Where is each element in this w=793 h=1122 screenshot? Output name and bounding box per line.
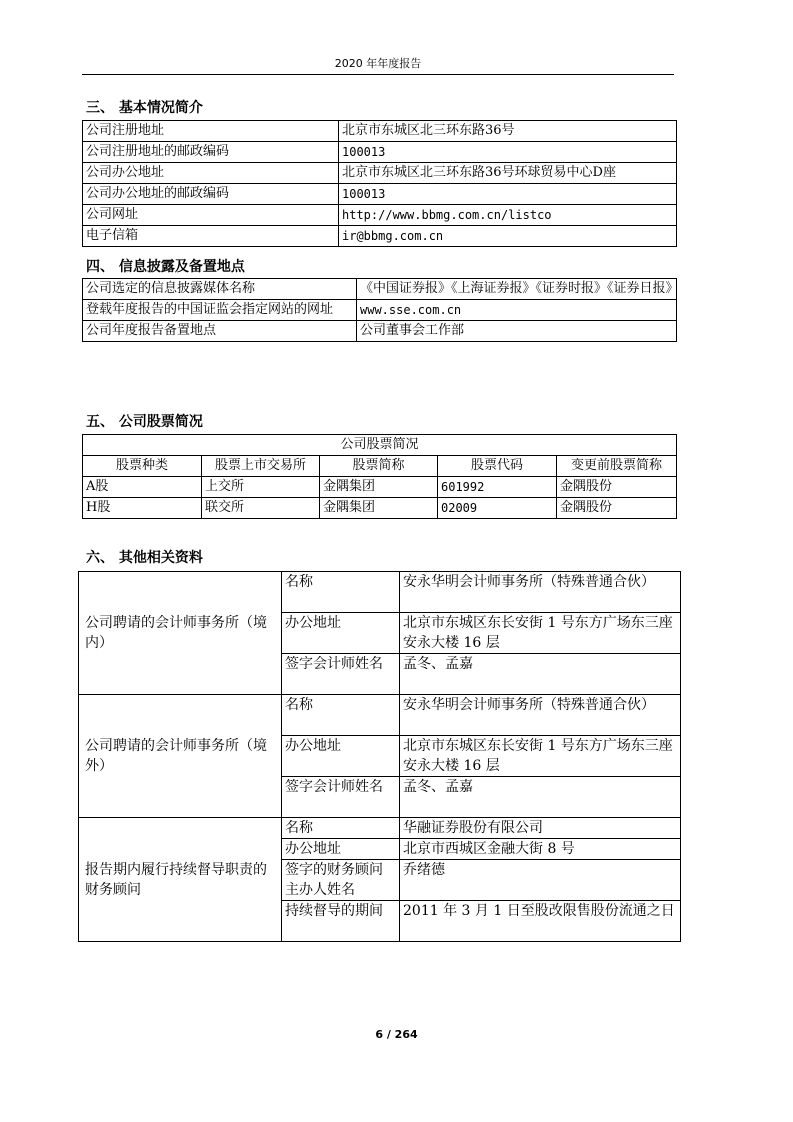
table-cell: 金隅集团: [320, 498, 438, 519]
table-cell: 联交所: [202, 498, 320, 519]
table-cell: 北京市西城区金融大街 8 号: [400, 839, 681, 860]
table-row: [83, 184, 677, 205]
table-cell: 公司办公地址的邮政编码: [83, 184, 339, 205]
basic-info-table: [82, 120, 677, 247]
table-header-row: [83, 456, 677, 477]
table-row: [83, 142, 677, 163]
table-cell: 601992: [438, 477, 557, 498]
table-row: [83, 279, 677, 300]
column-header: 股票上市交易所: [202, 456, 320, 477]
section-6-title: 六、 其他相关资料: [86, 550, 203, 566]
column-header: 变更前股票简称: [557, 456, 677, 477]
table-cell: 北京市东城区北三环东路36号: [339, 121, 677, 142]
table-caption: 公司股票简况: [83, 435, 677, 456]
table-cell: 安永华明会计师事务所（特殊普通合伙）: [400, 695, 681, 736]
page-number: 6 / 264: [375, 1028, 418, 1041]
other-info-table: [78, 571, 681, 942]
table-cell: 签字会计师姓名: [282, 777, 400, 818]
table-cell: 签字的财务顾问主办人姓名: [282, 860, 400, 901]
table-row: [83, 477, 677, 498]
section-3-title: 三、 基本情况简介: [86, 100, 203, 116]
table-cell: 孟冬、孟嘉: [400, 777, 681, 818]
table-cell: 公司网址: [83, 205, 339, 226]
table-cell: 办公地址: [282, 736, 400, 777]
header-rule: [82, 74, 674, 75]
stock-table: [82, 434, 677, 519]
table-cell: 电子信箱: [83, 226, 339, 247]
table-row: [79, 572, 681, 613]
table-cell: 名称: [282, 572, 400, 613]
table-cell: 名称: [282, 818, 400, 839]
column-header: 股票种类: [83, 456, 202, 477]
table-cell: 金隅股份: [557, 477, 677, 498]
table-cell: 公司年度报告备置地点: [83, 321, 357, 342]
table-cell: 100013: [339, 142, 677, 163]
group-label: 公司聘请的会计师事务所（境内）: [79, 572, 282, 695]
company-website-link[interactable]: http://www.bbmg.com.cn/listco: [339, 205, 677, 226]
table-row: [79, 695, 681, 736]
table-cell: 公司注册地址的邮政编码: [83, 142, 339, 163]
table-cell: 金隅集团: [320, 477, 438, 498]
table-cell: 北京市东城区东长安街 1 号东方广场东三座安永大楼 16 层: [400, 736, 681, 777]
table-cell: 公司办公地址: [83, 163, 339, 184]
table-cell: 乔绪德: [400, 860, 681, 901]
page-header: 2020 年年度报告: [334, 57, 422, 70]
table-cell: 签字会计师姓名: [282, 654, 400, 695]
table-cell: 《中国证券报》《上海证券报》《证券时报》《证券日报》: [357, 279, 677, 300]
table-cell: 北京市东城区东长安街 1 号东方广场东三座安永大楼 16 层: [400, 613, 681, 654]
table-row: [83, 226, 677, 247]
sse-website-link[interactable]: www.sse.com.cn: [357, 300, 677, 321]
column-header: 股票简称: [320, 456, 438, 477]
disclosure-table: [82, 278, 677, 342]
table-cell: 登载年度报告的中国证监会指定网站的网址: [83, 300, 357, 321]
table-cell: 02009: [438, 498, 557, 519]
group-label: 报告期内履行持续督导职责的财务顾问: [79, 818, 282, 942]
section-5-title: 五、 公司股票简况: [86, 414, 203, 430]
table-cell: 名称: [282, 695, 400, 736]
group-label: 公司聘请的会计师事务所（境外）: [79, 695, 282, 818]
section-4-title: 四、 信息披露及备置地点: [86, 259, 245, 275]
table-cell: 办公地址: [282, 613, 400, 654]
table-cell: 北京市东城区北三环东路36号环球贸易中心D座: [339, 163, 677, 184]
table-cell: 金隅股份: [557, 498, 677, 519]
table-cell: H股: [83, 498, 202, 519]
table-cell: 持续督导的期间: [282, 901, 400, 942]
table-cell: 2011 年 3 月 1 日至股改限售股份流通之日: [400, 901, 681, 942]
table-cell: 公司注册地址: [83, 121, 339, 142]
table-row: [83, 300, 677, 321]
table-cell: 公司董事会工作部: [357, 321, 677, 342]
table-cell: 华融证券股份有限公司: [400, 818, 681, 839]
table-row: [79, 818, 681, 839]
table-cell: 上交所: [202, 477, 320, 498]
email-link[interactable]: ir@bbmg.com.cn: [339, 226, 677, 247]
table-cell: 100013: [339, 184, 677, 205]
table-row: [83, 163, 677, 184]
table-row: [83, 321, 677, 342]
table-row: [83, 121, 677, 142]
table-cell: 公司选定的信息披露媒体名称: [83, 279, 357, 300]
table-row: [83, 498, 677, 519]
column-header: 股票代码: [438, 456, 557, 477]
table-cell: 办公地址: [282, 839, 400, 860]
table-cell: A股: [83, 477, 202, 498]
table-cell: 孟冬、孟嘉: [400, 654, 681, 695]
table-cell: 安永华明会计师事务所（特殊普通合伙）: [400, 572, 681, 613]
table-row: [83, 205, 677, 226]
table-row: [83, 435, 677, 456]
